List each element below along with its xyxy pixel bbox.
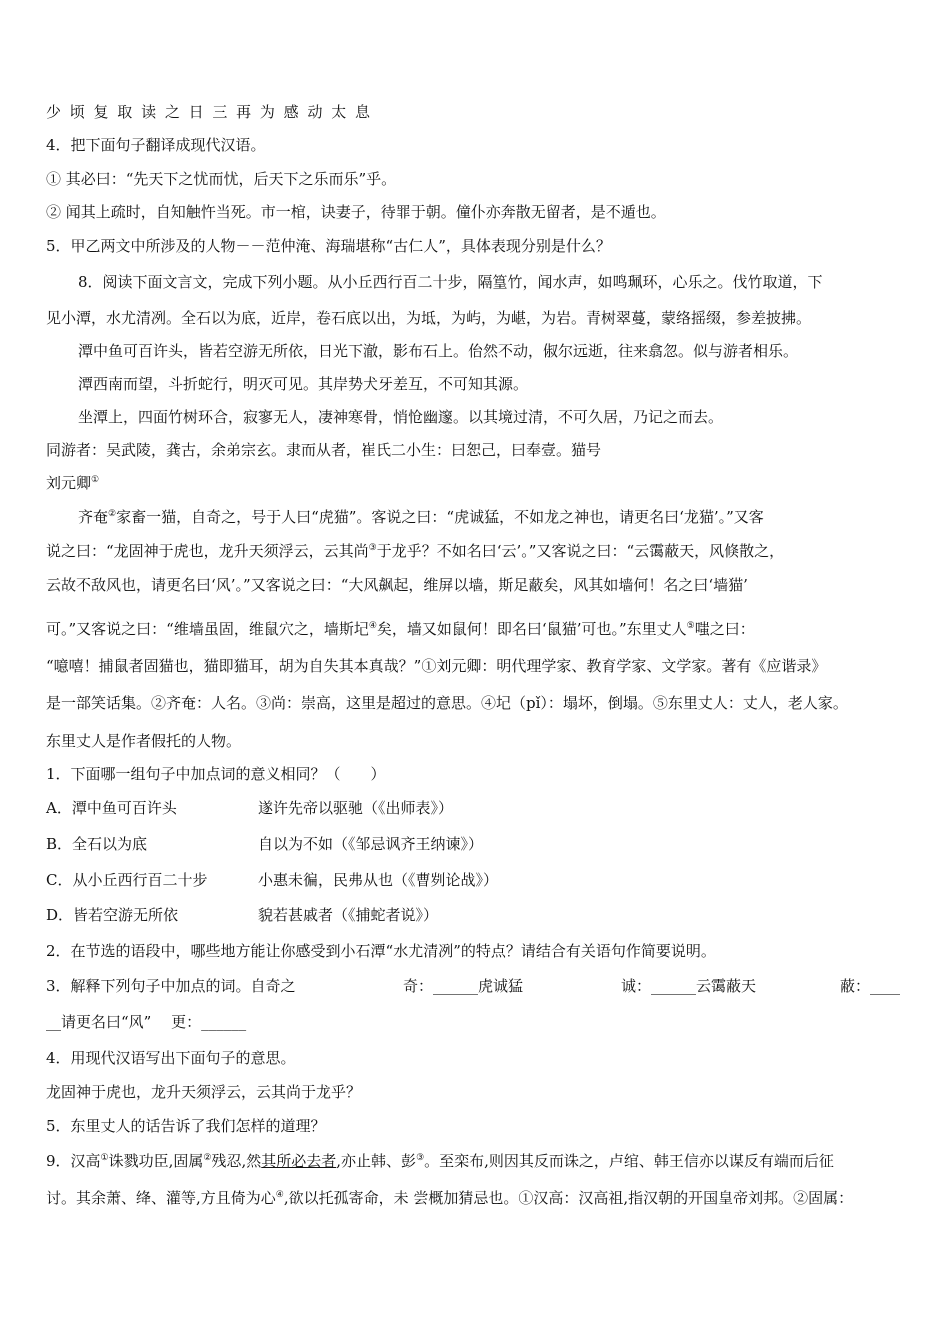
- option-d: D．皆若空游无所依 貌若甚戚者（《捕蛇者说》）: [46, 906, 439, 924]
- question-4: 4．用现代汉语写出下面句子的意思。: [46, 1049, 296, 1067]
- passage-9-line: 9．汉高①诛戮功臣,固属②残忍,然其所必去者,亦止韩、彭③。至栾布,则因其反而诛之，卢绾、韩王信亦以谋反有端而后征: [46, 1152, 834, 1170]
- annotation-line: 东里丈人是作者假托的人物。: [46, 732, 242, 750]
- passage-line: 说之曰：“龙固神于虎也，龙升天须浮云，云其尚③于龙乎？不如名曰‘云’。”又客说之曰：“云霭蔽天，风倏散之，: [46, 542, 785, 560]
- passage-line: 齐奄②家畜一猫，自奇之，号于人曰“虎猫”。客说之曰：“虎诚猛，不如龙之神也，请更名曰‘龙猫’。”又客: [78, 508, 764, 526]
- question-3: 3．解释下列句子中加点的词。自奇之 奇：______虎诚猛 诚：______云霭蔽天 蔽：____: [46, 977, 901, 995]
- option-b: B．全石以为底 自以为不如（《邹忌讽齐王纳谏》）: [46, 835, 484, 853]
- text-line: 少 顷 复 取 读 之 日 三 再 为 感 动 太 息: [46, 103, 372, 121]
- option-a: A．潭中鱼可百许头 遂许先帝以驱驰（《出师表》）: [46, 799, 454, 817]
- question-4-heading: 4．把下面句子翻译成现代汉语。: [46, 136, 266, 154]
- passage-line: 潭西南而望，斗折蛇行，明灭可见。其岸势犬牙差互，不可知其源。: [78, 375, 529, 393]
- question-4-sentence: 龙固神于虎也，龙升天须浮云，云其尚于龙乎？: [46, 1083, 362, 1101]
- question-2: 2．在节选的语段中，哪些地方能让你感受到小石潭“水尤清冽”的特点？请结合有关语句作简要说明。: [46, 942, 716, 960]
- passage-line: 云故不敌风也，请更名曰‘风’。”又客说之曰：“大风飙起，维屏以墙，斯足蔽矣，风其如墙何！名之曰‘墙猫’: [46, 576, 748, 594]
- question-1: 1．下面哪一组句子中加点词的意义相同？（ ）: [46, 765, 386, 783]
- passage-line: 潭中鱼可百许头，皆若空游无所依，日光下澈，影布石上。佁然不动，俶尔远逝，往来翕忽。似与游者相乐。: [78, 342, 799, 360]
- passage-9-line: 讨。其余萧、绛、灌等,方且倚为心④,欲以托孤寄命，未 尝概加猜忌也。①汉高：汉高祖,指汉朝的开国皇帝刘邦。②固属：: [46, 1189, 854, 1207]
- passage-line: 同游者：吴武陵，龚古，余弟宗玄。隶而从者，崔氏二小生：曰恕己，曰奉壹。猫号: [46, 441, 602, 459]
- passage-line: “噫嘻！捕鼠者固猫也，猫即猫耳，胡为自失其本真哉？”①刘元卿：明代理学家、教育学家、文学家。著有《应谐录》: [46, 657, 827, 675]
- sentence-1: ① 其必曰：“先天下之忧而忧，后天下之乐而乐”乎。: [46, 170, 397, 188]
- passage-line: 见小潭，水尤清冽。全石以为底，近岸，卷石底以出，为坻，为屿，为嵁，为岩。青树翠蔓，蒙络摇缀，参差披拂。: [46, 309, 812, 327]
- passage-line: 坐潭上，四面竹树环合，寂寥无人，凄神寒骨，悄怆幽邃。以其境过清，不可久居，乃记之而去。: [78, 408, 724, 426]
- question-5: 5．东里丈人的话告诉了我们怎样的道理？: [46, 1117, 326, 1135]
- option-c: C．从小丘西行百二十步 小惠未徧，民弗从也（《曹刿论战》）: [46, 871, 499, 889]
- passage-8-heading: 8．阅读下面文言文，完成下列小题。从小丘西行百二十步，隔篁竹，闻水声，如鸣珮环，心乐之。伐竹取道，下: [78, 273, 823, 291]
- sentence-2: ② 闻其上疏时，自知触忤当死。市一棺，诀妻子，待罪于朝。僮仆亦奔散无留者，是不遁也。: [46, 203, 666, 221]
- question-5-heading: 5．甲乙两文中所涉及的人物－－范仲淹、海瑞堪称“古仁人”，具体表现分别是什么？: [46, 237, 611, 255]
- annotation-line: 是一部笑话集。②齐奄：人名。③尚：崇高，这里是超过的意思。④圮（pǐ）：塌坏，倒塌。⑤东里丈人：丈人，老人家。: [46, 694, 848, 712]
- passage-line: 可。”又客说之曰：“维墙虽固，维鼠穴之，墙斯圮④矣，墙又如鼠何！即名曰‘鼠猫’可也。”东里丈人⑤嗤之曰：: [46, 620, 755, 638]
- author-line: 刘元卿①: [46, 474, 100, 492]
- question-3-cont: __请更名曰“风” 更：______: [46, 1013, 247, 1031]
